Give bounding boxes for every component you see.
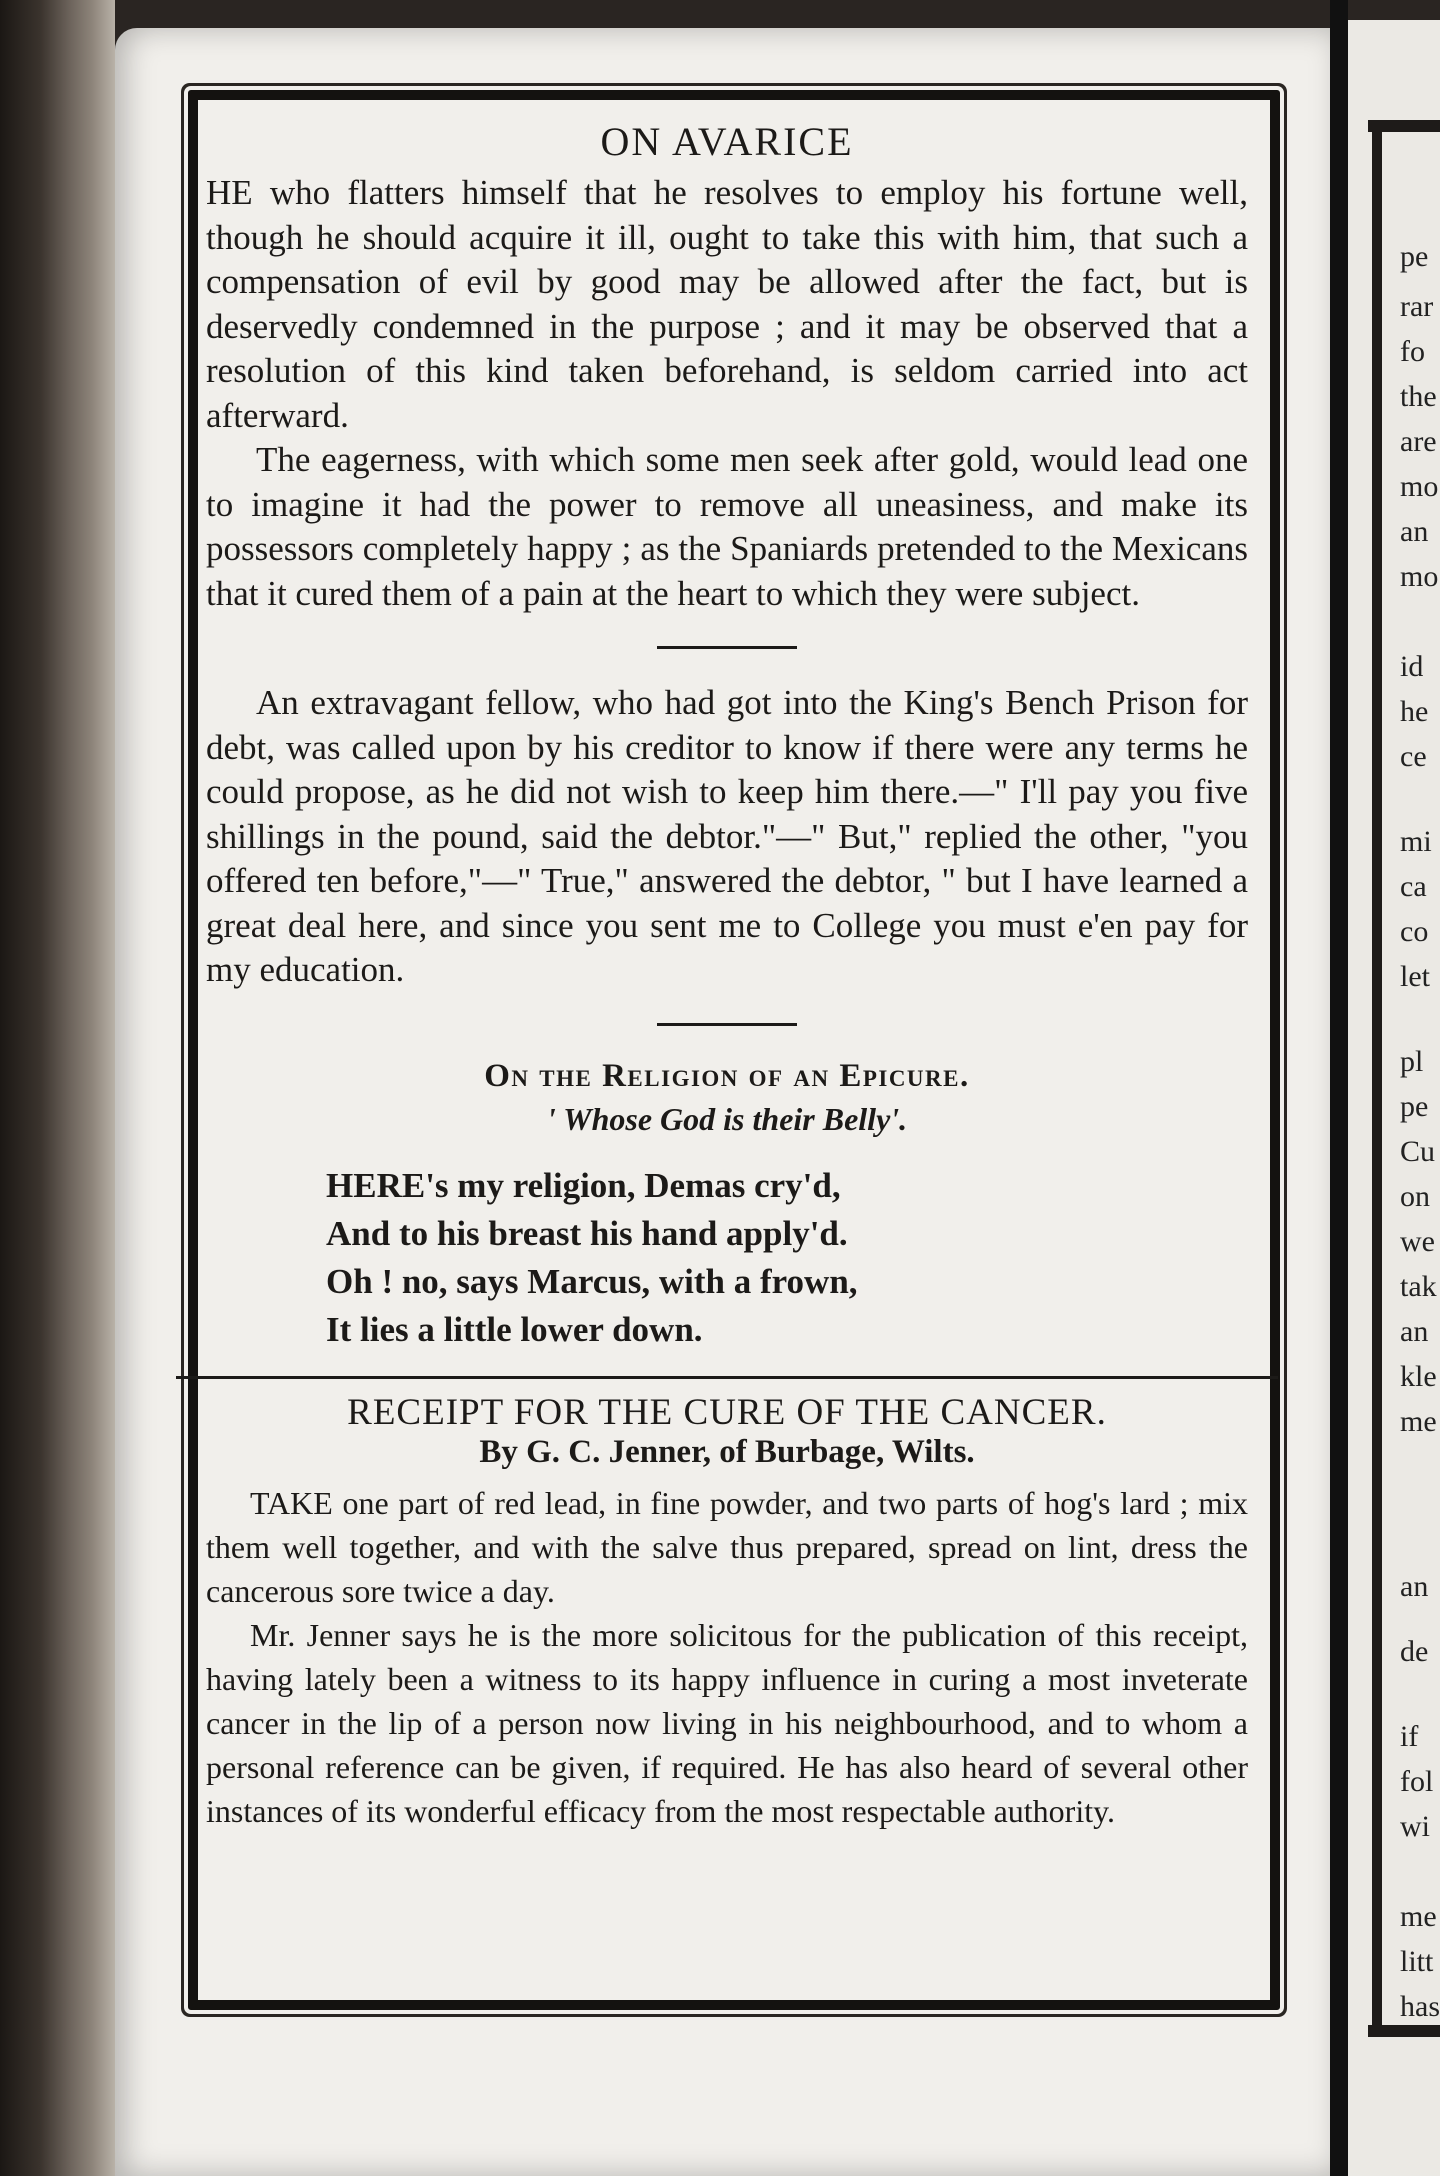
book-page-edges	[0, 0, 115, 2176]
facing-text-fragment: an	[1400, 1570, 1429, 1603]
poem-line: Oh ! no, says Marcus, with a frown,	[326, 1261, 858, 1301]
book-gutter	[1330, 0, 1348, 2176]
poem-motto: ' Whose God is their Belly'.	[546, 1100, 908, 1137]
facing-text-fragment: mo	[1400, 560, 1439, 593]
facing-bottom-rule	[1368, 2025, 1440, 2037]
facing-text-fragment: on	[1400, 1180, 1430, 1213]
facing-text-fragment: pe	[1400, 1090, 1429, 1123]
facing-text-fragment: let	[1400, 960, 1430, 993]
facing-text-fragment: pe	[1400, 240, 1429, 273]
facing-text-fragment: fo	[1400, 335, 1425, 368]
column-content	[206, 118, 1248, 1833]
facing-text-fragment: if	[1400, 1720, 1419, 1753]
facing-text-fragment: fol	[1400, 1765, 1434, 1798]
article-title-cancer: RECEIPT FOR THE CURE OF THE CANCER.	[347, 1391, 1107, 1433]
poem-line: And to his breast his hand apply'd.	[326, 1213, 848, 1253]
avarice-paragraph-2: The eagerness, with which some men seek after gold, would lead one to imagine it had the power to remove all uneasiness, and make its possessors completely happy ; as the Spaniards pretended to the Mexicans that it cured them of a pain at the heart to which they were subject.	[206, 440, 1248, 613]
section-divider	[176, 1376, 1278, 1379]
facing-text-fragment: an	[1400, 1315, 1429, 1348]
avarice-paragraph-1: HE who flatters himself that he resolves to employ his fortune well, though he should acquire it ill, ought to take this with him, that such a compensation of evil by good may be allowed after the fact, but is deservedly condemned in the purpose ; and it may be observed that a resolution of this kind taken beforehand, is seldom carried into act afterward.	[206, 173, 1248, 435]
section-rule	[657, 1023, 797, 1026]
section-rule	[657, 646, 797, 649]
facing-text-fragment: me	[1400, 1900, 1437, 1933]
facing-text-fragment: an	[1400, 515, 1429, 548]
facing-text-fragment: mo	[1400, 470, 1439, 503]
facing-text-fragment: we	[1400, 1225, 1435, 1258]
facing-text-fragment: he	[1400, 695, 1429, 728]
facing-page	[1348, 20, 1440, 2176]
facing-text-fragment: kle	[1400, 1360, 1437, 1393]
poem-line: It lies a little lower down.	[326, 1309, 703, 1349]
facing-border	[1372, 130, 1382, 2030]
facing-text-fragment: has	[1400, 1990, 1440, 2023]
facing-text-fragment: ce	[1400, 740, 1427, 773]
facing-text-fragment: me	[1400, 1405, 1437, 1438]
facing-text-fragment: de	[1400, 1635, 1429, 1668]
poem-line: HERE's my religion, Demas cry'd,	[326, 1165, 841, 1205]
facing-text-fragment: litt	[1400, 1945, 1434, 1978]
facing-text-fragment: ca	[1400, 870, 1427, 903]
receipt-paragraph-1: TAKE one part of red lead, in fine powder, and two parts of hog's lard ; mix them well together, and with the salve thus prepared, spread on lint, dress the cancerous sore twice a day.	[206, 1484, 1248, 1609]
facing-text-fragment: id	[1400, 650, 1424, 683]
article-byline: By G. C. Jenner, of Burbage, Wilts.	[479, 1433, 975, 1470]
facing-text-fragment: Cu	[1400, 1135, 1436, 1168]
facing-text-fragment: co	[1400, 915, 1429, 948]
facing-text-fragment: pl	[1400, 1045, 1424, 1078]
poem	[326, 1162, 1248, 1354]
facing-text-fragment: rar	[1400, 290, 1434, 323]
facing-text-fragment: tak	[1400, 1270, 1437, 1303]
facing-text-fragment: the	[1400, 380, 1437, 413]
facing-text-fragment: are	[1400, 425, 1437, 458]
facing-text-fragment: wi	[1400, 1810, 1430, 1843]
receipt-paragraph-2: Mr. Jenner says he is the more solicitous for the publication of this receipt, having lately been a witness to its happy influence in curing a most inveterate cancer in the lip of a person now living in his neighbourhood, and to whom a personal reference can be given, if required. He has also heard of several other instances of its wonderful efficacy from the most respectable authority.	[206, 1616, 1248, 1829]
facing-text-fragment: mi	[1400, 825, 1432, 858]
anecdote-paragraph: An extravagant fellow, who had got into the King's Bench Prison for debt, was called upon by his creditor to know if there were any terms he could propose, as he did not wish to keep him there.—" I'll pay you five shillings in the pound, said the debtor."—" But," replied the other, "you offered ten before,"—" True," answered the debtor, " but I have learned a great deal here, and since you sent me to College you must e'en pay for my education.	[206, 683, 1248, 989]
article-title-avarice: ON AVARICE	[600, 119, 854, 164]
poem-title: On the Religion of an Epicure.	[484, 1057, 970, 1094]
